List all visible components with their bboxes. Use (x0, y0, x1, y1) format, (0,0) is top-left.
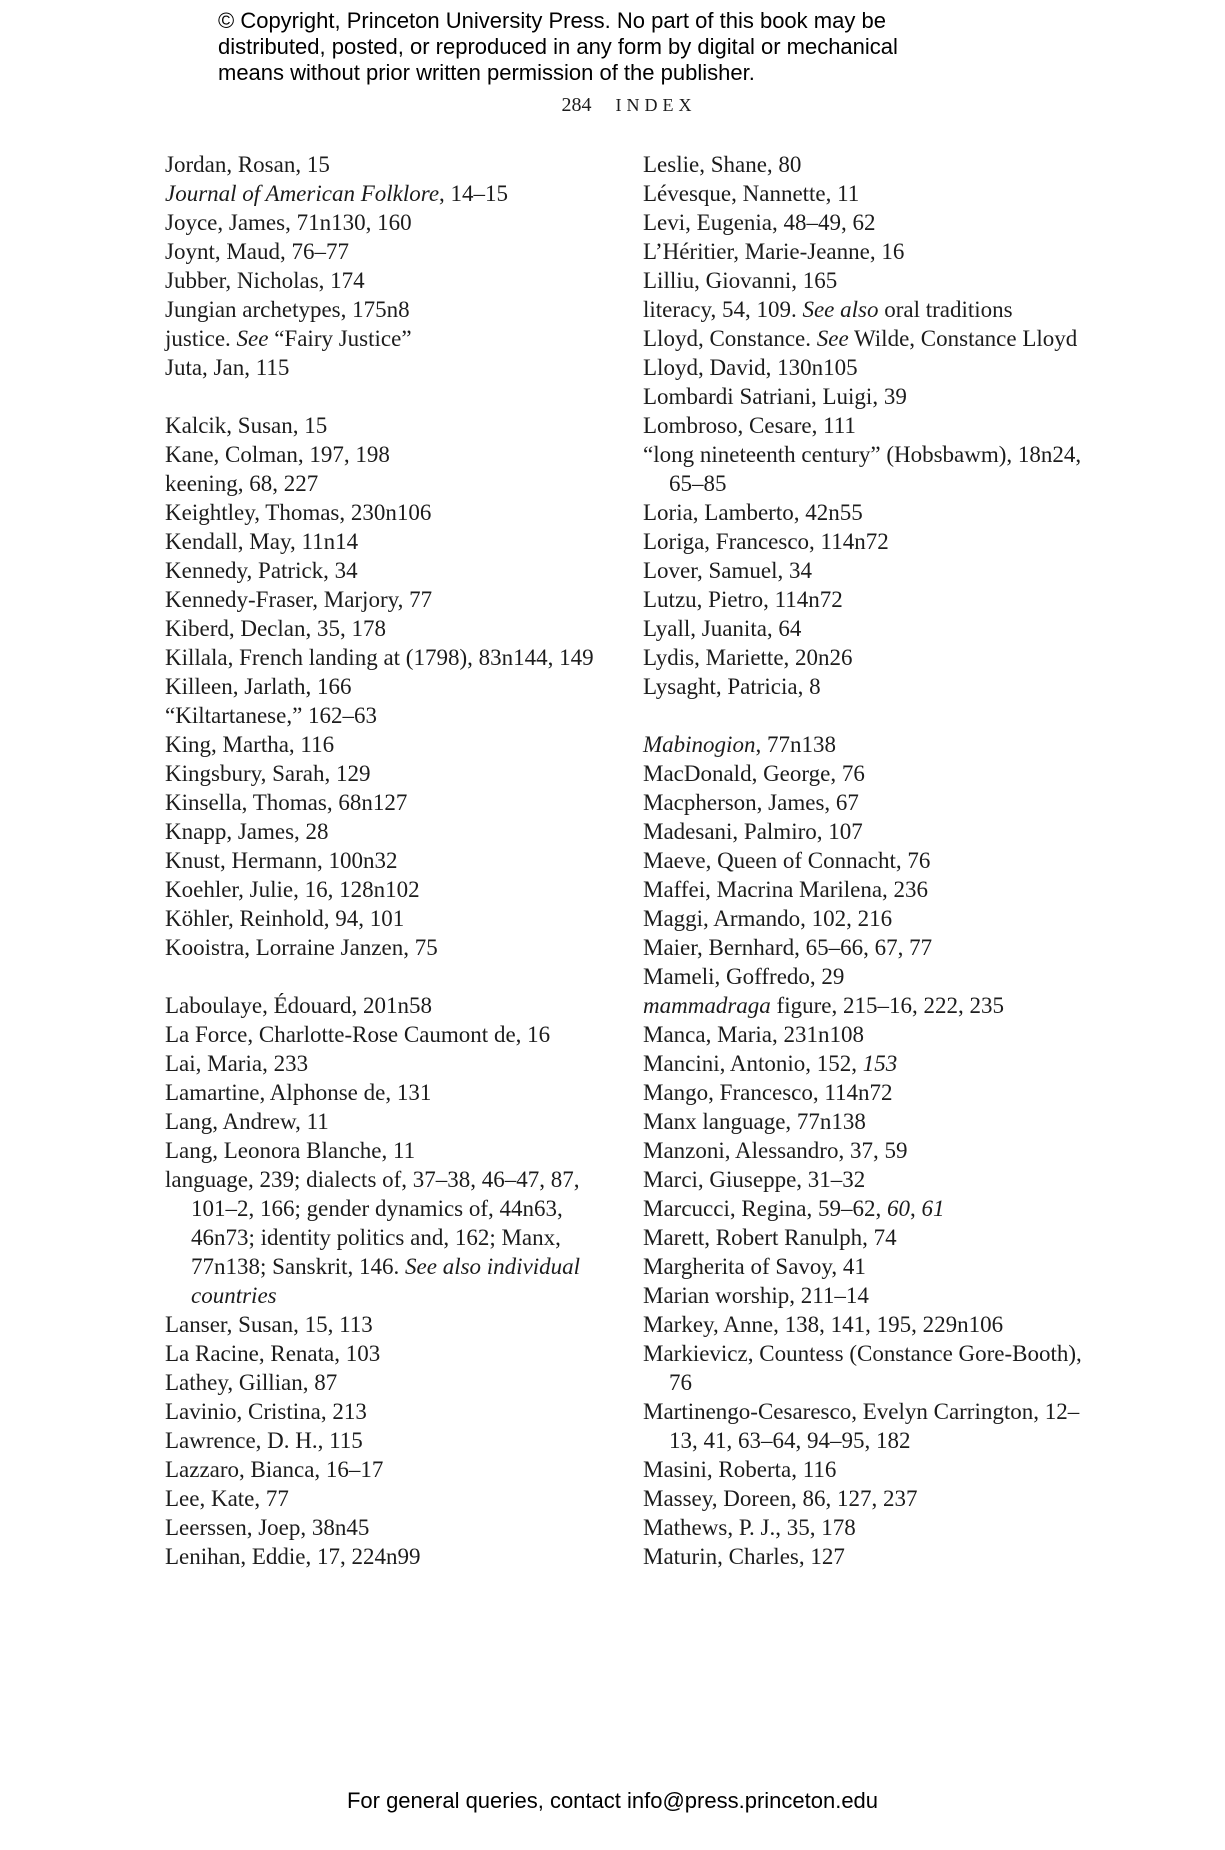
index-entry-text: Lyall, Juanita, 64 (643, 616, 802, 641)
index-entry (643, 411, 1099, 440)
index-entry (643, 1136, 1099, 1165)
index-entry-text: Köhler, Reinhold, 94, 101 (165, 906, 405, 931)
index-entry-text: Mancini, Antonio, 152, (643, 1051, 863, 1076)
index-column-left (165, 150, 627, 1571)
index-entry-text: Maturin, Charles, 127 (643, 1544, 845, 1569)
index-entry (165, 498, 627, 527)
index-entry (643, 1542, 1099, 1571)
index-entry-text: , 77n138 (755, 732, 836, 757)
copyright-line-2: distributed, posted, or reproduced in any form by digital or mechanical (218, 34, 898, 59)
index-entry (165, 701, 627, 730)
index-entry (643, 1049, 1099, 1078)
index-entry-text: Lydis, Mariette, 20n26 (643, 645, 853, 670)
index-entry (165, 875, 627, 904)
index-entry (165, 585, 627, 614)
index-entry-text: Jordan, Rosan, 15 (165, 152, 330, 177)
index-entry (643, 730, 1099, 759)
index-entry-text: keening, 68, 227 (165, 471, 319, 496)
index-entry (643, 1455, 1099, 1484)
index-entry (165, 411, 627, 440)
index-entry (643, 1078, 1099, 1107)
index-entry (165, 817, 627, 846)
index-entry-text: Lawrence, D. H., 115 (165, 1428, 363, 1453)
index-entry-italic-text: 60 (886, 1196, 910, 1221)
index-entry-text: La Racine, Renata, 103 (165, 1341, 381, 1366)
index-entry (643, 1281, 1099, 1310)
index-entry-text: Lamartine, Alphonse de, 131 (165, 1080, 432, 1105)
index-entry (165, 846, 627, 875)
index-entry-text: Marian worship, 211–14 (643, 1283, 869, 1308)
index-entry-text: Markey, Anne, 138, 141, 195, 229n106 (643, 1312, 1004, 1337)
index-entry-text: Loria, Lamberto, 42n55 (643, 500, 863, 525)
index-entry-text: Manzoni, Alessandro, 37, 59 (643, 1138, 908, 1163)
index-entry-text: justice. (165, 326, 237, 351)
copyright-line-1: © Copyright, Princeton University Press. No part of this book may be (218, 8, 886, 33)
index-entry-text: Mameli, Goffredo, 29 (643, 964, 845, 989)
index-entry-text: Kennedy, Patrick, 34 (165, 558, 358, 583)
index-entry (643, 295, 1099, 324)
index-entry-text: Killala, French landing at (1798), 83n144, 149 (165, 645, 594, 670)
index-entry-text: Kingsbury, Sarah, 129 (165, 761, 371, 786)
index-entry (643, 643, 1099, 672)
index-entry-text: Macpherson, James, 67 (643, 790, 859, 815)
index-entry-text: Lavinio, Cristina, 213 (165, 1399, 367, 1424)
index-entry-text: Lai, Maria, 233 (165, 1051, 309, 1076)
index-entry-text: Lilliu, Giovanni, 165 (643, 268, 838, 293)
index-entry-text: Maeve, Queen of Connacht, 76 (643, 848, 931, 873)
index-entry-text: Lazzaro, Bianca, 16–17 (165, 1457, 384, 1482)
index-entry (165, 730, 627, 759)
index-entry-italic-text: See also individual countries (191, 1254, 581, 1308)
index-entry (165, 527, 627, 556)
index-entry-text: language, 239; dialects of, 37–38, 46–47, 87, 101–2, 166; gender dynamics of, 44n63, 46n73; identity politics and, 162; Manx, 77n138; Sanskrit, 146. (165, 1167, 580, 1279)
index-entry-text: MacDonald, George, 76 (643, 761, 865, 786)
index-entry (643, 1339, 1099, 1397)
index-entry (165, 904, 627, 933)
index-entry-text: Levi, Eugenia, 48–49, 62 (643, 210, 876, 235)
index-entry (643, 585, 1099, 614)
index-entry (165, 788, 627, 817)
index-entry-text: , 14–15 (439, 181, 509, 206)
index-entry (165, 295, 627, 324)
index-entry-text: Lover, Samuel, 34 (643, 558, 812, 583)
copyright-line-3: means without prior written permission of the publisher. (218, 60, 755, 85)
index-entry (643, 208, 1099, 237)
index-entry (643, 1194, 1099, 1223)
index-entry (165, 1339, 627, 1368)
index-title: INDEX (615, 95, 697, 115)
index-entry (643, 1252, 1099, 1281)
index-entry-text: La Force, Charlotte-Rose Caumont de, 16 (165, 1022, 551, 1047)
index-entry (165, 759, 627, 788)
index-entry-text: Margherita of Savoy, 41 (643, 1254, 866, 1279)
index-entry-text: Maier, Bernhard, 65–66, 67, 77 (643, 935, 933, 960)
index-entry (643, 179, 1099, 208)
index-entry (165, 266, 627, 295)
index-entry-text: Kendall, May, 11n14 (165, 529, 359, 554)
index-entry-text: Leerssen, Joep, 38n45 (165, 1515, 370, 1540)
index-entry-text: Lloyd, Constance. (643, 326, 817, 351)
index-entry-text: Laboulaye, Édouard, 201n58 (165, 993, 432, 1018)
index-entry (643, 788, 1099, 817)
index-entry (643, 759, 1099, 788)
index-entry-italic-text: 153 (862, 1051, 898, 1076)
index-entry-text: Lombroso, Cesare, 111 (643, 413, 856, 438)
index-entry-text: Keightley, Thomas, 230n106 (165, 500, 432, 525)
index-entry (643, 1107, 1099, 1136)
index-entry-text: Lang, Leonora Blanche, 11 (165, 1138, 416, 1163)
index-entry (643, 237, 1099, 266)
index-entry-text: literacy, 54, 109. (643, 297, 803, 322)
index-entry (165, 643, 627, 672)
index-entry-text: Jungian archetypes, 175n8 (165, 297, 410, 322)
index-entry-text: Mango, Francesco, 114n72 (643, 1080, 893, 1105)
index-entry-text: Loriga, Francesco, 114n72 (643, 529, 889, 554)
index-entry (643, 1020, 1099, 1049)
index-entry-text: Kane, Colman, 197, 198 (165, 442, 390, 467)
index-entry-text: Joyce, James, 71n130, 160 (165, 210, 412, 235)
index-entry (643, 962, 1099, 991)
index-entry-italic-text: See also (802, 297, 879, 322)
index-entry (165, 1310, 627, 1339)
index-entry-text: oral traditions (878, 297, 1013, 322)
index-entry-text: figure, 215–16, 222, 235 (770, 993, 1004, 1018)
index-entry-text: Juta, Jan, 115 (165, 355, 290, 380)
index-entry-text: Mathews, P. J., 35, 178 (643, 1515, 856, 1540)
index-entry (643, 904, 1099, 933)
index-entry-text: Markievicz, Countess (Constance Gore-Booth), 76 (643, 1341, 1082, 1395)
index-entry-text: Manca, Maria, 231n108 (643, 1022, 864, 1047)
index-entry (165, 1107, 627, 1136)
index-entry (165, 208, 627, 237)
index-entry (165, 353, 627, 382)
index-entry (643, 817, 1099, 846)
index-entry (643, 1223, 1099, 1252)
index-entry-text: Lutzu, Pietro, 114n72 (643, 587, 843, 612)
index-entry-text: Martinengo-Cesaresco, Evelyn Carrington, 12–13, 41, 63–64, 94–95, 182 (643, 1399, 1080, 1453)
index-entry-text: Jubber, Nicholas, 174 (165, 268, 365, 293)
page-number: 284 (561, 94, 592, 116)
index-entry (643, 614, 1099, 643)
index-entry (165, 1513, 627, 1542)
index-entry (165, 614, 627, 643)
index-entry-text: Kinsella, Thomas, 68n127 (165, 790, 408, 815)
index-entry (643, 498, 1099, 527)
index-entry-text: “Fairy Justice” (268, 326, 412, 351)
index-entry-text: Masini, Roberta, 116 (643, 1457, 837, 1482)
index-entry (165, 556, 627, 585)
index-entry (643, 382, 1099, 411)
index-entry (643, 846, 1099, 875)
index-entry (643, 933, 1099, 962)
index-entry (165, 1078, 627, 1107)
index-entry-text: Lombardi Satriani, Luigi, 39 (643, 384, 907, 409)
index-entry-italic-text: mammadraga (643, 993, 771, 1018)
index-entry-text: Maggi, Armando, 102, 216 (643, 906, 893, 931)
index-entry (643, 672, 1099, 701)
index-entry-italic-text: See (236, 326, 269, 351)
index-entry (643, 324, 1099, 353)
footer-query-note: For general queries, contact info@press.princeton.edu (346, 1788, 879, 1813)
index-entry-italic-text: See (816, 326, 849, 351)
index-entry (165, 440, 627, 469)
index-entry-text: Lysaght, Patricia, 8 (643, 674, 821, 699)
index-entry (643, 1310, 1099, 1339)
index-entry-text: Kiberd, Declan, 35, 178 (165, 616, 386, 641)
index-entry (643, 266, 1099, 295)
index-entry (643, 527, 1099, 556)
index-entry-text: Joynt, Maud, 76–77 (165, 239, 349, 264)
index-entry-text: “long nineteenth century” (Hobsbawm), 18n24, 65–85 (643, 442, 1082, 496)
index-entry-text: “Kiltartanese,” 162–63 (165, 703, 378, 728)
index-entry (165, 237, 627, 266)
index-entry (165, 1455, 627, 1484)
index-entry (165, 991, 627, 1020)
index-entry-text: Lanser, Susan, 15, 113 (165, 1312, 373, 1337)
index-entry (165, 1426, 627, 1455)
index-entry-text: Kennedy-Fraser, Marjory, 77 (165, 587, 433, 612)
index-entry (165, 1165, 627, 1310)
index-entry-text: , (909, 1196, 922, 1221)
index-entry-italic-text: Journal of American Folklore (165, 181, 440, 206)
index-entry-text: Marci, Giuseppe, 31–32 (643, 1167, 866, 1192)
index-entry-text: Kooistra, Lorraine Janzen, 75 (165, 935, 438, 960)
index-entry-text: Massey, Doreen, 86, 127, 237 (643, 1486, 918, 1511)
index-entry-text: King, Martha, 116 (165, 732, 335, 757)
index-entry (643, 991, 1099, 1020)
index-entry (165, 179, 627, 208)
index-entry-text: Manx language, 77n138 (643, 1109, 866, 1134)
index-entry (643, 1513, 1099, 1542)
index-entry (165, 1368, 627, 1397)
index-entry (643, 1397, 1099, 1455)
index-entry-text: Lathey, Gillian, 87 (165, 1370, 338, 1395)
index-entry-text: Lloyd, David, 130n105 (643, 355, 858, 380)
index-entry (165, 469, 627, 498)
index-entry-text: Marett, Robert Ranulph, 74 (643, 1225, 897, 1250)
index-entry (165, 1020, 627, 1049)
running-head (165, 94, 1093, 117)
index-entry-text: Lee, Kate, 77 (165, 1486, 289, 1511)
index-entry-text: Marcucci, Regina, 59–62, (643, 1196, 887, 1221)
index-entry-text: Madesani, Palmiro, 107 (643, 819, 863, 844)
index-entry-text: Lang, Andrew, 11 (165, 1109, 329, 1134)
index-entry-text: Leslie, Shane, 80 (643, 152, 802, 177)
index-entry-italic-text: 61 (921, 1196, 945, 1221)
index-entry (165, 150, 627, 179)
index-entry (643, 1165, 1099, 1194)
index-entry-text: Knapp, James, 28 (165, 819, 329, 844)
index-entry (643, 1484, 1099, 1513)
index-entry (165, 1136, 627, 1165)
index-entry-text: Kalcik, Susan, 15 (165, 413, 328, 438)
index-entry (165, 1484, 627, 1513)
index-entry (643, 875, 1099, 904)
index-entry (643, 440, 1099, 498)
index-column-right (643, 150, 1099, 1571)
index-entry (643, 353, 1099, 382)
index-entry-text: Maffei, Macrina Marilena, 236 (643, 877, 929, 902)
index-entry (643, 556, 1099, 585)
index-entry (165, 672, 627, 701)
index-entry (165, 1049, 627, 1078)
index-entry (165, 1397, 627, 1426)
index-entry-text: L’Héritier, Marie-Jeanne, 16 (643, 239, 905, 264)
index-entry-text: Lenihan, Eddie, 17, 224n99 (165, 1544, 421, 1569)
index-entry-text: Koehler, Julie, 16, 128n102 (165, 877, 420, 902)
index-entry (165, 933, 627, 962)
index-entry (165, 1542, 627, 1571)
index-entry-italic-text: Mabinogion (643, 732, 756, 757)
index-entry-text: Lévesque, Nannette, 11 (643, 181, 860, 206)
copyright-notice (218, 8, 898, 86)
index-entry (165, 324, 627, 353)
index-entry (643, 150, 1099, 179)
index-entry-text: Knust, Hermann, 100n32 (165, 848, 398, 873)
index-entry-text: Killeen, Jarlath, 166 (165, 674, 352, 699)
index-entry-text: Wilde, Constance Lloyd (848, 326, 1078, 351)
